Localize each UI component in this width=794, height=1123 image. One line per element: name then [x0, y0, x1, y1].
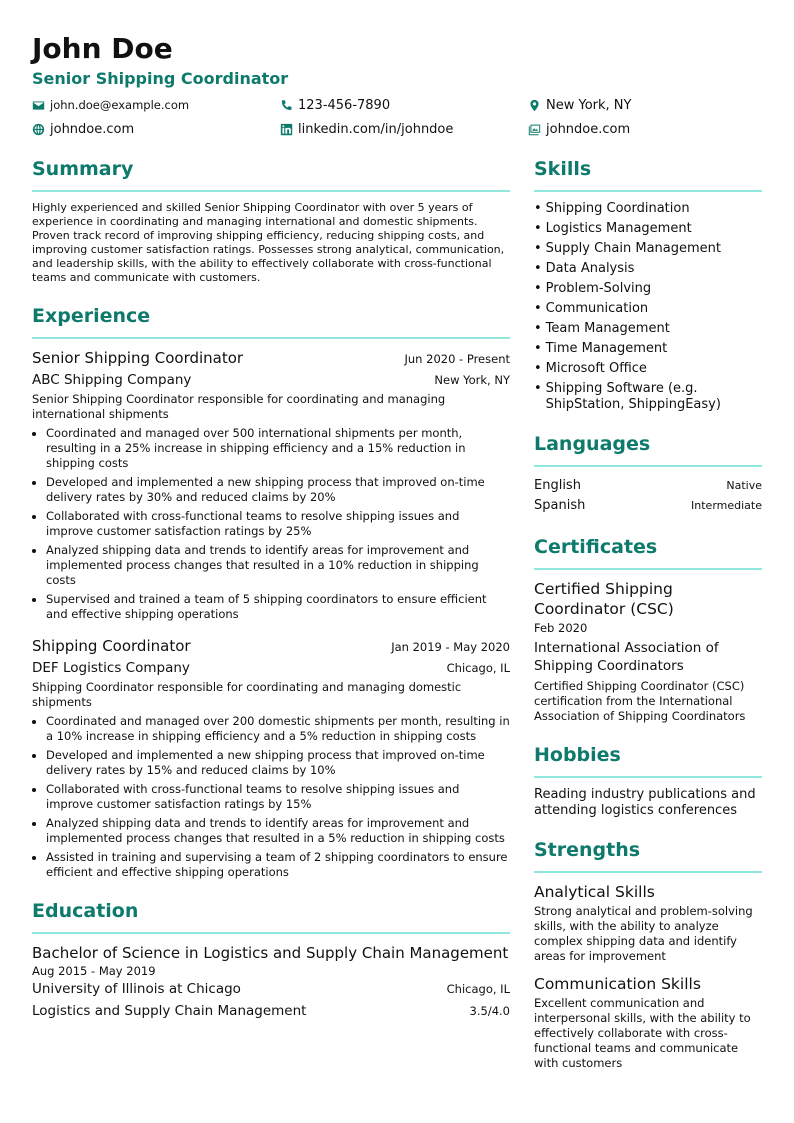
job-location: Chicago, IL [446, 661, 510, 675]
hobbies-heading: Hobbies [534, 742, 762, 778]
certificate-issuer: International Association of Shipping Coordinators [534, 640, 719, 674]
strength-name: Communication Skills [534, 975, 701, 993]
phone-icon [280, 99, 293, 112]
skill-item [534, 361, 762, 377]
summary-text: Highly experienced and skilled Senior Shipping Coordinator with over 5 years of experience in coordinating and managing international and domestic shipments. Proven track record of improving shipping efficiency, reducing shipping costs, and improving customer satisfaction ratings. Possesses strong analytical, communication, and leadership skills, with the ability to effectively collaborate with cross-functional teams and communicate with customers. [32, 201, 505, 284]
skill-label: • Supply Chain Management [545, 241, 722, 256]
skill-label: • Communication [545, 301, 649, 316]
job-bullet: • Analyzed shipping data and trends to identify areas for improvement and implemented process changes that resulted in a 10% reduction in shipping costs [46, 543, 510, 588]
education-gpa: 3.5/4.0 [469, 1004, 510, 1018]
job-bullet: • Supervised and trained a team of 5 shipping coordinators to ensure efficient and effective shipping operations [46, 592, 510, 622]
strengths-section [534, 837, 762, 1071]
skill-label: • Team Management [545, 321, 670, 336]
job-bullet: • Coordinated and managed over 500 international shipments per month, resulting in a 25% increase in shipping efficiency and a 15% reduction in shipping costs [46, 426, 510, 471]
education-school: University of Illinois at Chicago [32, 981, 241, 997]
certificates-section [534, 534, 762, 724]
job-company: ABC Shipping Company [32, 372, 192, 388]
education-dates: Aug 2015 - May 2019 [32, 964, 156, 978]
skill-label: • Problem-Solving [545, 281, 652, 296]
certificates-heading: Certificates [534, 534, 762, 570]
job-location: New York, NY [434, 373, 510, 387]
education-location: Chicago, IL [446, 982, 510, 996]
job-entry [32, 636, 510, 880]
certificate-date: Feb 2020 [534, 621, 588, 635]
hobbies-section [534, 742, 762, 819]
location-icon [528, 99, 541, 112]
experience-section [32, 303, 510, 880]
skill-label: • Microsoft Office [545, 361, 647, 376]
skill-label: • Logistics Management [545, 221, 692, 236]
contact-linkedin-text: linkedin.com/in/johndoe [298, 121, 454, 137]
contact-email[interactable] [32, 96, 280, 114]
job-bullet: • Developed and implemented a new shipping process that improved on-time delivery rates by 30% and reduced claims by 20% [46, 475, 510, 505]
side-column [534, 156, 762, 1089]
skills-heading: Skills [534, 156, 762, 192]
skill-item [534, 281, 762, 297]
languages-section [534, 431, 762, 516]
job-bullet: • Analyzed shipping data and trends to identify areas for improvement and implemented process changes that resulted in a 5% reduction in shipping costs [46, 816, 510, 846]
education-heading: Education [32, 898, 510, 934]
skill-label: • Data Analysis [545, 261, 635, 276]
contact-portfolio-text: johndoe.com [546, 121, 631, 137]
skill-label: • Time Management [545, 341, 668, 356]
skill-item [534, 221, 762, 237]
summary-section [32, 156, 510, 285]
contact-info [32, 96, 762, 138]
resume-page [32, 32, 762, 1089]
candidate-name: John Doe [32, 32, 173, 65]
skill-item [534, 321, 762, 337]
globe-icon [32, 123, 45, 136]
language-name: Spanish [534, 498, 586, 513]
job-dates: Jun 2020 - Present [404, 352, 510, 366]
main-column [32, 156, 510, 1089]
experience-heading: Experience [32, 303, 510, 339]
languages-heading: Languages [534, 431, 762, 467]
summary-heading: Summary [32, 156, 510, 192]
contact-phone-text: 123-456-7890 [298, 97, 391, 113]
contact-website[interactable] [32, 120, 280, 138]
job-description: Shipping Coordinator responsible for coordinating and managing domestic shipments [32, 680, 462, 709]
contact-website-text: johndoe.com [50, 121, 135, 137]
contact-location [528, 96, 762, 114]
language-item [534, 496, 762, 516]
skills-list [534, 201, 762, 413]
job-dates: Jan 2019 - May 2020 [391, 640, 510, 654]
language-item [534, 476, 762, 496]
job-title: Shipping Coordinator [32, 637, 191, 655]
job-description: Senior Shipping Coordinator responsible for coordinating and managing international shipments [32, 392, 446, 421]
skills-section [534, 156, 762, 413]
job-bullets [32, 714, 510, 880]
skill-label: • Shipping Software (e.g. ShipStation, ShippingEasy) [545, 381, 721, 412]
certificate-description: Certified Shipping Coordinator (CSC) certification from the International Association of Shipping Coordinators [534, 679, 746, 723]
contact-portfolio[interactable] [528, 120, 762, 138]
language-level: Intermediate [691, 499, 762, 512]
skill-item [534, 381, 762, 413]
job-bullet: • Assisted in training and supervising a team of 2 shipping coordinators to ensure efficient and effective shipping operations [46, 850, 510, 880]
education-degree: Bachelor of Science in Logistics and Supply Chain Management [32, 944, 509, 962]
contact-location-text: New York, NY [546, 97, 632, 113]
email-icon [32, 99, 45, 112]
job-entry [32, 348, 510, 622]
linkedin-icon [280, 123, 293, 136]
candidate-title: Senior Shipping Coordinator [32, 69, 289, 88]
skill-label: • Shipping Coordination [545, 201, 690, 216]
skill-item [534, 341, 762, 357]
strengths-heading: Strengths [534, 837, 762, 873]
hobby-text: Reading industry publications and attending logistics conferences [534, 787, 756, 818]
contact-linkedin[interactable] [280, 120, 528, 138]
job-bullet: • Developed and implemented a new shipping process that improved on-time delivery rates by 15% and reduced claims by 10% [46, 748, 510, 778]
job-bullet: • Collaborated with cross-functional teams to resolve shipping issues and improve customer satisfaction ratings by 15% [46, 782, 510, 812]
skill-item [534, 201, 762, 217]
language-level: Native [726, 479, 762, 492]
job-company: DEF Logistics Company [32, 660, 190, 676]
contact-phone[interactable] [280, 96, 528, 114]
job-bullet: • Coordinated and managed over 200 domestic shipments per month, resulting in a 10% increase in shipping efficiency and a 5% reduction in shipping costs [46, 714, 510, 744]
education-field: Logistics and Supply Chain Management [32, 1003, 307, 1019]
skill-item [534, 241, 762, 257]
job-bullets [32, 426, 510, 622]
contact-email-text: john.doe@example.com [50, 98, 190, 112]
portfolio-icon [528, 123, 541, 136]
certificate-name: Certified Shipping Coordinator (CSC) [534, 580, 674, 618]
strength-description: Strong analytical and problem-solving skills, with the ability to analyze complex shipping data and identify areas for improvement [534, 904, 753, 963]
skill-item [534, 301, 762, 317]
education-section [32, 898, 510, 1022]
language-name: English [534, 478, 581, 493]
strength-name: Analytical Skills [534, 883, 655, 901]
skill-item [534, 261, 762, 277]
strength-description: Excellent communication and interpersonal skills, with the ability to effectively collaborate with cross-functional teams and communicate with customers [534, 996, 751, 1070]
job-title: Senior Shipping Coordinator [32, 349, 244, 367]
job-bullet: • Collaborated with cross-functional teams to resolve shipping issues and improve customer satisfaction ratings by 25% [46, 509, 510, 539]
